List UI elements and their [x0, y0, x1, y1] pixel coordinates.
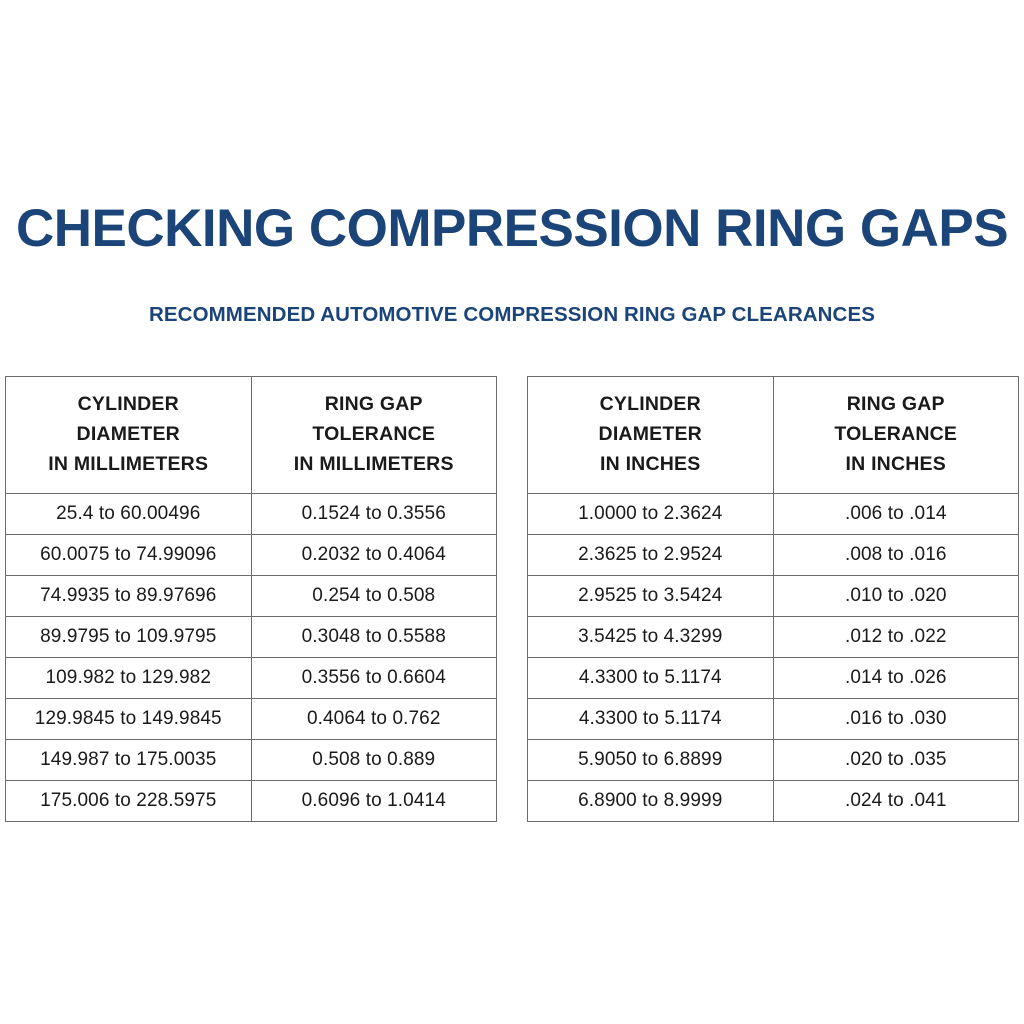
imperial-tolerance-header-line-2: TOLERANCE: [834, 423, 958, 446]
table-row: [6, 575, 497, 616]
imperial-diameter-cell: 6.8900 to 8.9999: [528, 780, 774, 821]
imperial-tolerance-cell: .016 to .030: [773, 698, 1019, 739]
table-row: [528, 616, 1019, 657]
page-title: CHECKING COMPRESSION RING GAPS: [15, 199, 1009, 258]
page-subtitle: RECOMMENDED AUTOMOTIVE COMPRESSION RING GAP CLEARANCES: [149, 303, 875, 326]
metric-diameter-cell: 149.987 to 175.0035: [6, 739, 252, 780]
imperial-table-head: [528, 377, 1019, 494]
table-row: [6, 780, 497, 821]
table-row: [528, 657, 1019, 698]
table-row: [528, 698, 1019, 739]
table-row: [528, 493, 1019, 534]
imperial-header-row: [528, 377, 1019, 494]
imperial-tolerance-cell: .006 to .014: [773, 493, 1019, 534]
metric-diameter-header-line-2: DIAMETER: [76, 423, 180, 446]
imperial-tolerance-cell: .010 to .020: [773, 575, 1019, 616]
imperial-diameter-cell: 4.3300 to 5.1174: [528, 698, 774, 739]
table-row: [6, 493, 497, 534]
table-row: [528, 534, 1019, 575]
imperial-tolerance-cell: .008 to .016: [773, 534, 1019, 575]
imperial-diameter-header: [528, 377, 774, 494]
table-row: [6, 657, 497, 698]
metric-tolerance-cell: 0.4064 to 0.762: [251, 698, 497, 739]
metric-tolerance-header-line-3: IN MILLIMETERS: [293, 453, 454, 476]
imperial-diameter-cell: 3.5425 to 4.3299: [528, 616, 774, 657]
imperial-diameter-cell: 4.3300 to 5.1174: [528, 657, 774, 698]
imperial-diameter-header-line-3: IN INCHES: [600, 453, 701, 476]
imperial-tolerance-header: [773, 377, 1019, 494]
metric-diameter-cell: 60.0075 to 74.99096: [6, 534, 252, 575]
metric-table-head: [6, 377, 497, 494]
imperial-ring-gap-table: [527, 376, 1019, 822]
metric-tolerance-header: [251, 377, 497, 494]
metric-tolerance-cell: 0.2032 to 0.4064: [251, 534, 497, 575]
table-row: [6, 534, 497, 575]
metric-tolerance-cell: 0.3556 to 0.6604: [251, 657, 497, 698]
imperial-diameter-cell: 1.0000 to 2.3624: [528, 493, 774, 534]
table-row: [528, 739, 1019, 780]
metric-tolerance-cell: 0.508 to 0.889: [251, 739, 497, 780]
imperial-diameter-cell: 2.3625 to 2.9524: [528, 534, 774, 575]
metric-diameter-cell: 109.982 to 129.982: [6, 657, 252, 698]
metric-tolerance-header-line-2: TOLERANCE: [312, 423, 436, 446]
imperial-tolerance-header-line-1: RING GAP: [846, 393, 945, 415]
metric-tolerance-cell: 0.1524 to 0.3556: [251, 493, 497, 534]
table-row: [528, 575, 1019, 616]
imperial-tolerance-cell: .020 to .035: [773, 739, 1019, 780]
metric-tolerance-cell: 0.3048 to 0.5588: [251, 616, 497, 657]
imperial-diameter-cell: 5.9050 to 6.8899: [528, 739, 774, 780]
metric-diameter-cell: 129.9845 to 149.9845: [6, 698, 252, 739]
imperial-tolerance-cell: .024 to .041: [773, 780, 1019, 821]
imperial-diameter-header-line-1: CYLINDER: [599, 393, 701, 415]
table-row: [6, 739, 497, 780]
metric-diameter-cell: 89.9795 to 109.9795: [6, 616, 252, 657]
imperial-tolerance-cell: .012 to .022: [773, 616, 1019, 657]
metric-diameter-header-line-1: CYLINDER: [77, 393, 179, 415]
metric-header-row: [6, 377, 497, 494]
imperial-tolerance-header-line-3: IN INCHES: [845, 453, 946, 476]
imperial-diameter-header-line-2: DIAMETER: [598, 423, 702, 446]
imperial-table-body: [528, 493, 1019, 821]
metric-ring-gap-table: [5, 376, 497, 822]
metric-diameter-cell: 25.4 to 60.00496: [6, 493, 252, 534]
metric-diameter-header-line-3: IN MILLIMETERS: [48, 453, 209, 476]
metric-tolerance-header-line-1: RING GAP: [324, 393, 423, 415]
table-row: [528, 780, 1019, 821]
tables-container: [0, 376, 1024, 822]
metric-tolerance-cell: 0.254 to 0.508: [251, 575, 497, 616]
metric-diameter-header: [6, 377, 252, 494]
metric-diameter-cell: 74.9935 to 89.97696: [6, 575, 252, 616]
table-row: [6, 616, 497, 657]
metric-tolerance-cell: 0.6096 to 1.0414: [251, 780, 497, 821]
imperial-diameter-cell: 2.9525 to 3.5424: [528, 575, 774, 616]
metric-diameter-cell: 175.006 to 228.5975: [6, 780, 252, 821]
metric-table-body: [6, 493, 497, 821]
table-row: [6, 698, 497, 739]
imperial-tolerance-cell: .014 to .026: [773, 657, 1019, 698]
